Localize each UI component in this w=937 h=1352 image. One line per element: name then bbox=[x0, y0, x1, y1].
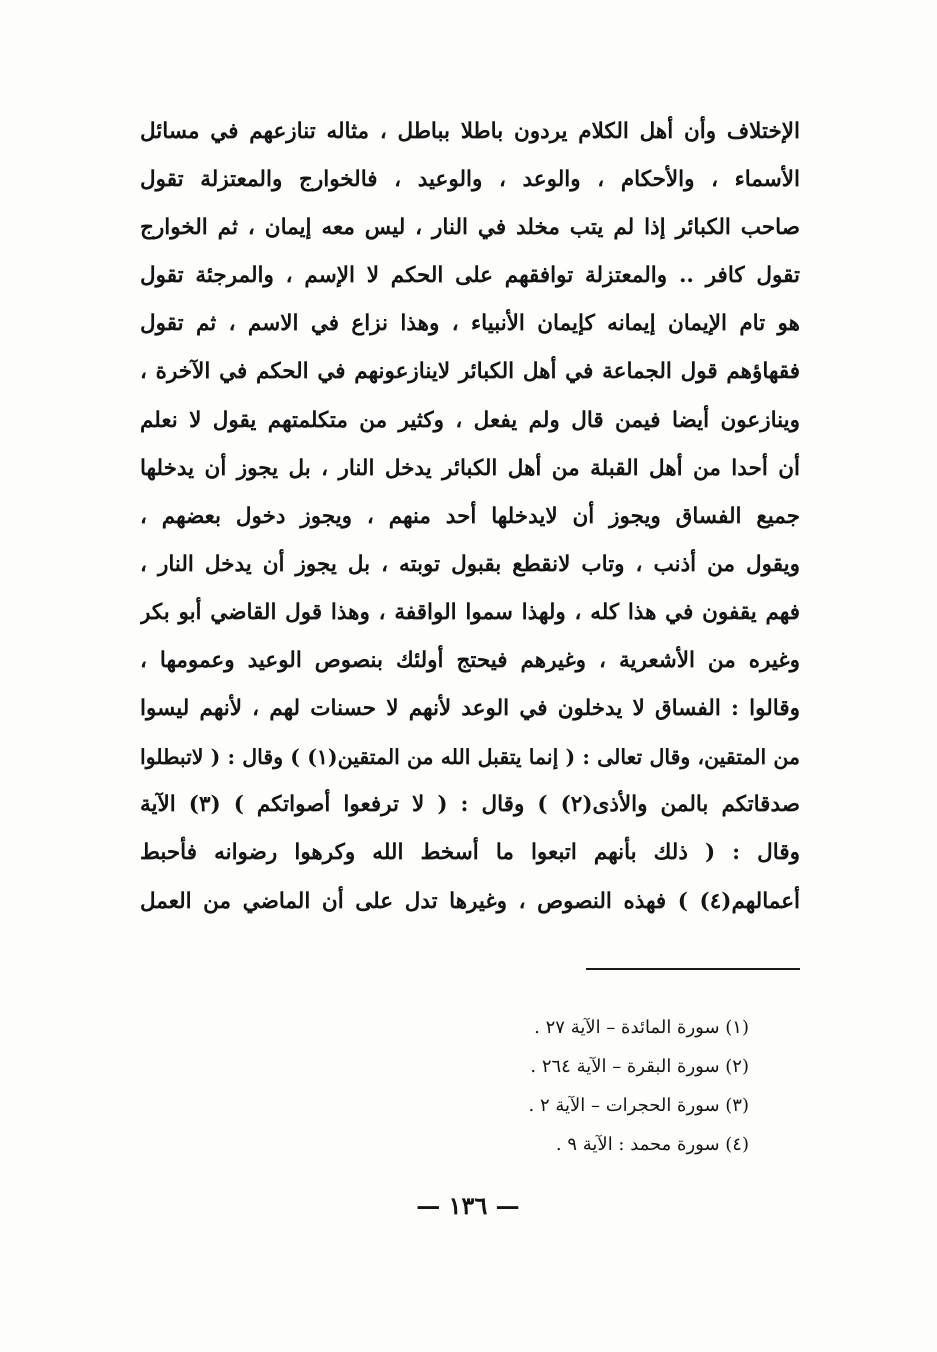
text-line: فقهاؤهم قول الجماعة في أهل الكبائر لاينازعونهم في الحكم في الآخرة ، bbox=[140, 359, 800, 385]
footnote: (٤) سورة محمد : الآية ٩ . bbox=[555, 1134, 749, 1155]
text-line: تقول كافر .. والمعتزلة توافقهم على الحكم لا الإسم ، والمرجئة تقول bbox=[140, 263, 800, 289]
text-line: فهم يقفون في هذا كله ، ولهذا سموا الواقفة ، وهذا قول القاضي أبو بكر bbox=[140, 599, 800, 625]
text-line: صاحب الكبائر إذا لم يتب مخلد في النار ، ليس معه إيمان ، ثم الخوارج bbox=[140, 215, 800, 241]
footnote-divider bbox=[586, 968, 800, 970]
text-line: أن أحدا من أهل القبلة من أهل الكبائر يدخل النار ، بل يجوز أن يدخلها bbox=[140, 455, 800, 481]
footnotes bbox=[329, 1008, 749, 1164]
text-line: جميع الفساق ويجوز أن لايدخلها أحد منهم ، ويجوز دخول بعضهم ، bbox=[140, 503, 800, 529]
footnote: (١) سورة المائدة – الآية ٢٧ . bbox=[534, 1017, 749, 1038]
page-number: — ١٣٦ — bbox=[416, 1191, 520, 1220]
footnote: (٣) سورة الحجرات – الآية ٢ . bbox=[528, 1095, 749, 1116]
body-text bbox=[140, 108, 800, 926]
text-line: وغيره من الأشعرية ، وغيرهم فيحتج أولئك بنصوص الوعيد وعمومها ، bbox=[140, 648, 800, 674]
text-line: صدقاتكم بالمن والأذى(٢) ) وقال : ( لا ترفعوا أصواتكم ) (٣) الآية bbox=[140, 792, 800, 818]
text-line: وقال : ( ذلك بأنهم اتبعوا ما أسخط الله وكرهوا رضوانه فأحبط bbox=[140, 840, 800, 866]
text-line: أعمالهم(٤) ) فهذه النصوص ، وغيرها تدل على أن الماضي من العمل bbox=[140, 888, 800, 914]
footnote: (٢) سورة البقرة – الآية ٢٦٤ . bbox=[530, 1056, 749, 1077]
text-line: ويقول من أذنب ، وتاب لانقطع بقبول توبته ، بل يجوز أن يدخل النار ، bbox=[140, 551, 800, 577]
text-line: الإختلاف وأن أهل الكلام يردون باطلا بباطل ، مثاله تنازعهم في مسائل bbox=[140, 119, 800, 144]
text-line: من المتقين، وقال تعالى : ( إنما يتقبل الله من المتقين(١) ) وقال : ( لاتبطلوا bbox=[140, 745, 800, 770]
text-line: وقالوا : الفساق لا يدخلون في الوعد لأنهم لا حسنات لهم ، لأنهم ليسوا bbox=[140, 696, 800, 722]
text-line: هو تام الإيمان إيمانه كإيمان الأنبياء ، وهذا نزاع في الاسم ، ثم تقول bbox=[140, 311, 800, 337]
text-line: وينازعون أيضا فيمن قال ولم يفعل ، وكثير من متكلمتهم يقول لا نعلم bbox=[140, 407, 800, 433]
text-line: الأسماء ، والأحكام ، والوعد ، والوعيد ، فالخوارج والمعتزلة تقول bbox=[140, 167, 800, 193]
